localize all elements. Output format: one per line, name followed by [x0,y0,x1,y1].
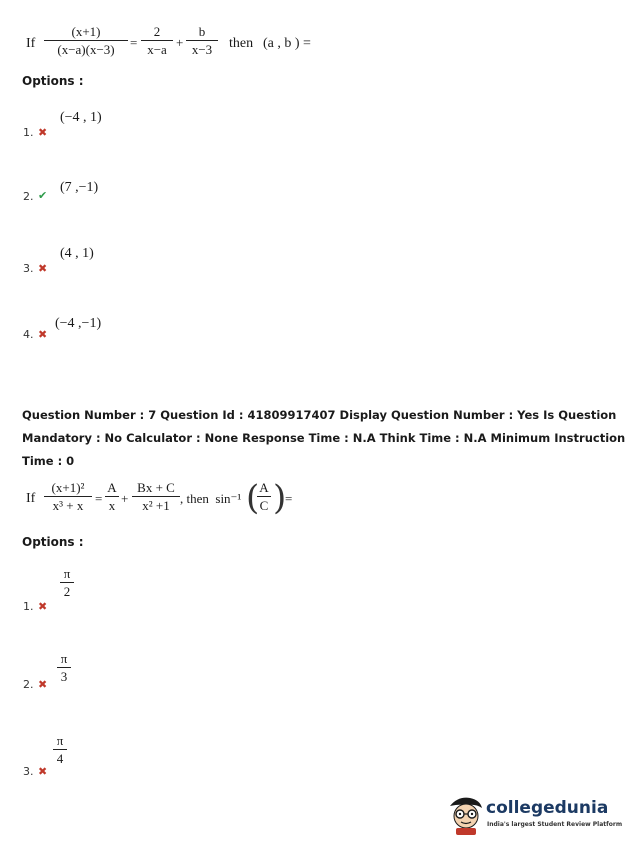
q6-term1-fraction [141,24,173,57]
q7-plus: + [121,491,129,506]
q7-term2-num: Bx + C [137,480,175,495]
q6-then: then [229,36,254,51]
q7-options-label: Options : [22,535,84,549]
q7-option-3-number: 3. [23,765,34,778]
q6-if: If [26,36,36,51]
q7-option-1-den: 2 [63,584,71,599]
q6-option-2-value: (7 ,−1) [60,180,99,195]
pi-symbol: π [60,651,68,666]
q6-term2-den: x−3 [191,42,213,57]
wrong-icon: ✖ [38,765,48,778]
q6-lhs-fraction [44,24,128,57]
q6-option-3-number: 3. [23,262,34,275]
q6-option-3-value: (4 , 1) [60,246,94,261]
q6-equals: = [130,35,138,50]
q6-term1-num: 2 [153,24,161,39]
q7-equals: = [95,491,103,506]
pi-symbol: π [63,566,71,581]
right-paren: ) [273,478,287,518]
q6-option-4-number: 4. [23,328,34,341]
q7-arg-num: A [259,480,269,495]
q6-options-label: Options : [22,74,84,88]
q6-lhs-den: (x−a)(x−3) [57,42,115,57]
q7-meta-line1: Question Number : 7 Question Id : 41809917407 Display Question Number : Yes Is Question [22,408,617,422]
q6-option-4-value: (−4 ,−1) [55,316,102,331]
q7-option-2-den: 3 [60,669,68,684]
q7-then-sin: , then sin⁻¹ [180,491,242,506]
q6-term2-fraction [186,24,218,57]
q7-term1-num: A [107,480,117,495]
q6-plus: + [176,35,184,50]
mascot-icon [446,794,486,836]
wrong-icon: ✖ [38,678,48,691]
q7-option-3-value [53,733,67,766]
q7-term2-fraction [132,480,180,513]
q7-option-2-number: 2. [23,678,34,691]
q7-equals-end: = [285,491,293,506]
q7-option-3-den: 4 [56,751,64,766]
logo-tagline: India's largest Student Review Platform [487,821,623,828]
wrong-icon: ✖ [38,600,48,613]
q7-lhs-den: x³ + x [52,498,84,513]
q7-term2-den: x² +1 [142,498,170,513]
q7-if: If [26,491,36,506]
q7-arg-fraction [257,480,271,513]
logo-name: collegedunia [486,798,609,818]
q6-term2-num: b [198,24,206,39]
left-paren: ( [246,478,260,518]
q6-option-1-number: 1. [23,126,34,139]
q7-lhs-num: (x+1)² [51,480,85,495]
correct-icon: ✔ [38,189,48,202]
q6-ab: (a , b ) = [263,36,311,51]
q7-meta-line2: Mandatory : No Calculator : None Response Time : N.A Think Time : N.A Minimum Instruction [22,431,625,445]
wrong-icon: ✖ [38,328,48,341]
q6-term1-den: x−a [147,42,167,57]
q7-option-1-number: 1. [23,600,34,613]
pi-symbol: π [56,733,64,748]
q7-arg-den: C [259,498,269,513]
q7-term1-fraction [105,480,119,513]
q7-option-2-value [57,651,71,684]
wrong-icon: ✖ [38,262,48,275]
q6-option-2-number: 2. [23,190,34,203]
q7-meta-line3: Time : 0 [22,454,75,468]
q6-lhs-num: (x+1) [71,24,101,39]
collegedunia-logo [446,794,623,836]
q6-option-1-value: (−4 , 1) [60,110,102,125]
q7-metadata [22,404,625,473]
wrong-icon: ✖ [38,126,48,139]
q7-lhs-fraction [44,480,92,513]
q7-term1-den: x [108,498,116,513]
q7-option-1-value [60,566,74,599]
